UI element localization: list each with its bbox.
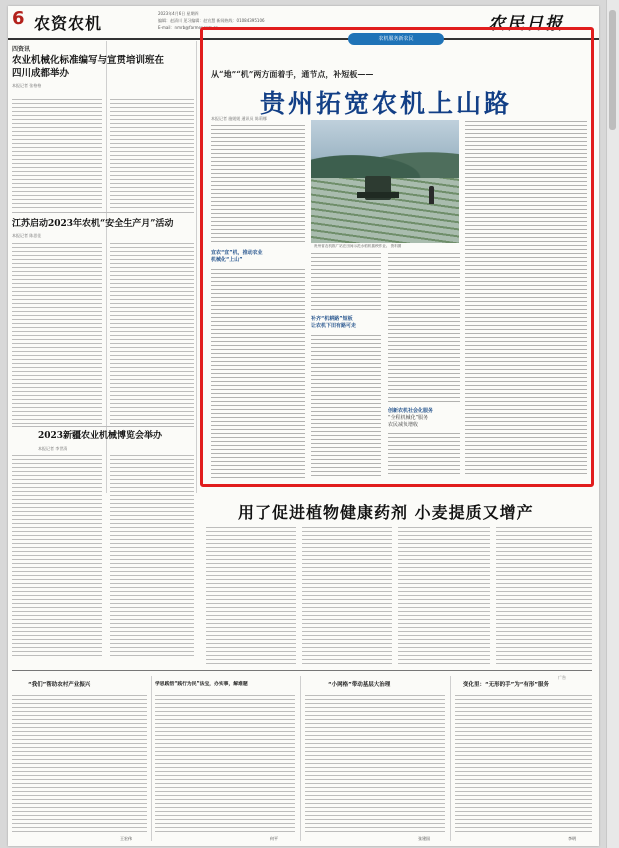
ad-label: 广告 — [558, 675, 566, 680]
section-name: 农资农机 — [34, 14, 103, 33]
bottom-article-1-body — [12, 694, 147, 834]
feature-byline: 本报记者 施媛媛 通讯员 陈莉娜 — [211, 116, 267, 121]
brief-3-byline: 本报记者 李世清 — [38, 446, 68, 451]
bottom-article-2-title: 学思践悟“践行为民”法宝，办实事，解难题 — [155, 682, 248, 687]
bottom-article-2-author: 何平 — [270, 836, 278, 841]
page-number: 6 — [12, 8, 25, 29]
subhead-3-line1: 创新农机社会化服务 — [388, 408, 434, 414]
brief-1-title-line2: 四川成都举办 — [12, 68, 70, 79]
bottom-article-4-title: 变化里：“无形的手”为“有形”服务 — [463, 682, 549, 688]
highlight-frame — [200, 27, 594, 487]
issue-date: 2023年4月6日 星期四 — [158, 11, 199, 16]
brief-article-2 — [12, 218, 194, 239]
newspaper-page — [8, 6, 599, 846]
photo-caption: 贵州省农机推广站在田间示范水稻机插秧作业。 资料图 — [314, 244, 402, 248]
bottom-article-3-author: 张建国 — [418, 836, 430, 841]
subhead-2-line2: 让农机下田有路可走 — [311, 323, 357, 329]
bottom-article-4-author: 李明 — [568, 836, 576, 841]
bottom-article-3-title: “小网格”带动基层大治理 — [328, 682, 391, 688]
bottom-article-1-title: “我们”帮助农村产业振兴 — [28, 682, 91, 688]
brief-2-title: 江苏启动2023年农机“安全生产月”活动 — [12, 219, 174, 229]
column-rule — [196, 41, 197, 493]
divider — [12, 212, 194, 213]
brief-3-body-col1 — [12, 454, 102, 659]
subhead-2-line1: 补齐“机耕路”短板 — [311, 316, 353, 322]
second-body-col1 — [206, 526, 296, 666]
subhead-1-line2: 机械化“上山” — [211, 257, 243, 263]
paper-name: 农民日报 — [488, 14, 564, 34]
vertical-scrollbar[interactable] — [606, 0, 619, 848]
brief-article-1 — [12, 54, 192, 89]
column-rule — [151, 676, 152, 841]
bottom-divider — [12, 670, 592, 671]
bottom-article-3-body — [305, 694, 445, 834]
feature-title: 贵州拓宽农机上山路 — [260, 89, 513, 118]
brief-article-3 — [38, 430, 194, 442]
column-rule — [300, 676, 301, 841]
column-rule — [450, 676, 451, 841]
subhead-1-line1: 宜农“宜”机，推动农业 — [211, 250, 263, 256]
brief-1-body-col2 — [110, 98, 194, 208]
second-body-col2 — [302, 526, 392, 666]
second-body-col3 — [398, 526, 490, 666]
second-body-col4 — [496, 526, 592, 666]
bottom-article-4-body — [455, 694, 592, 834]
email-line: E-mail：nmrb@farmer.com.cn — [158, 25, 219, 30]
brief-3-title: 2023新疆农业机械博览会举办 — [38, 431, 163, 441]
brief-1-byline: 本报记者 张格格 — [12, 83, 42, 88]
scrollbar-thumb[interactable] — [609, 10, 616, 130]
brief-2-body-col1 — [12, 242, 102, 424]
briefs-tag: 四资讯 — [12, 46, 31, 53]
brief-1-body-col1 — [12, 98, 102, 208]
brief-1-title-line1: 农业机械化标准编写与宣贯培训班在 — [12, 55, 165, 66]
subhead-3-line3: 农民减负增收 — [388, 422, 419, 428]
topic-badge: 农机服务新农民 — [348, 33, 444, 45]
second-headline: 用了促进植物健康药剂 小麦提质又增产 — [238, 503, 534, 522]
subhead-3-line2: “全程机械化”服务 — [388, 415, 429, 421]
bottom-article-2-body — [155, 694, 295, 834]
brief-3-body-col2 — [110, 454, 194, 659]
divider — [12, 426, 194, 427]
brief-2-byline: 本报记者 陈思佳 — [12, 233, 42, 238]
editor-line: 编辑：赵清川 见习编辑：赵宣慧 新闻热线：01084395106 — [158, 18, 265, 23]
brief-2-body-col2 — [110, 242, 194, 424]
feature-kicker: 从“地”“机”两方面着手，通节点，补短板—— — [211, 69, 374, 79]
bottom-article-1-author: 王宏伟 — [120, 836, 132, 841]
